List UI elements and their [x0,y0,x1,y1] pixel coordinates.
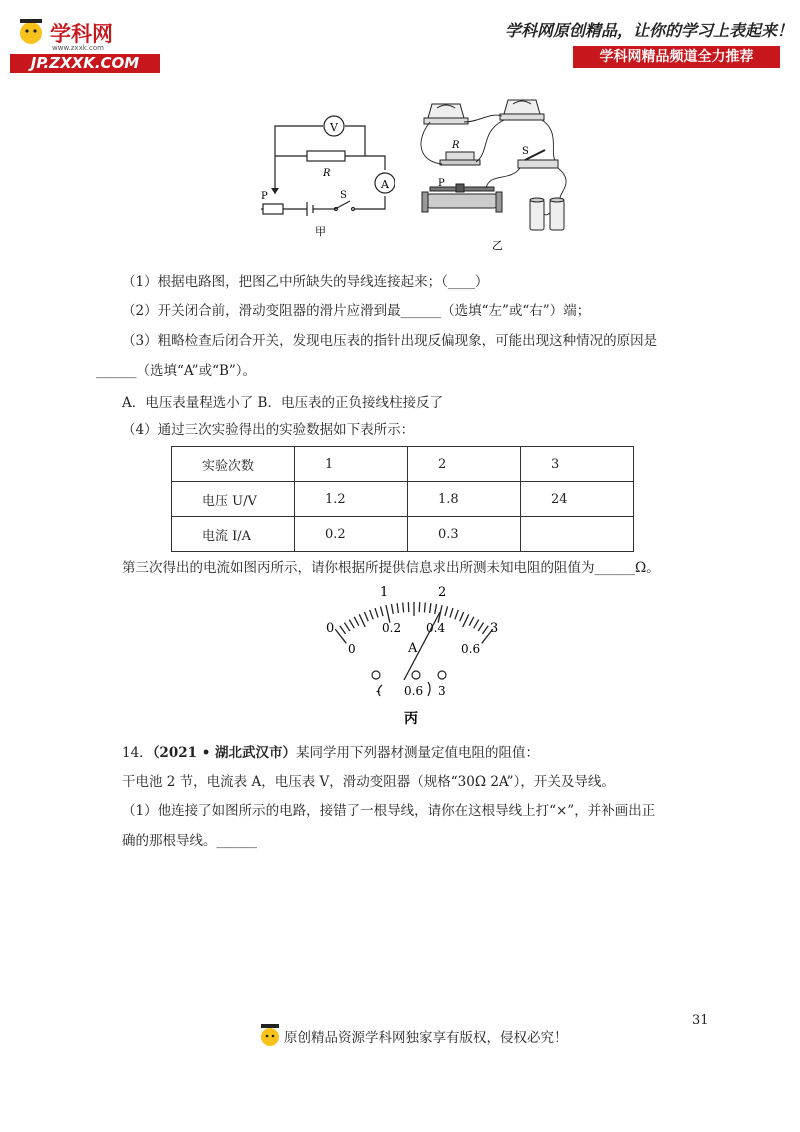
rheostat-device [426,194,498,208]
top-scale-1: 1 [380,585,389,600]
scale-tick [370,610,373,619]
q14-part1-line1: （1）他连接了如图所示的电路，接错了一根导线，请你在这根导线上打“×”，并补画出正 [122,803,656,819]
caption-yi: 乙 [492,239,503,252]
bottom-scale-1: 0.2 [382,621,402,635]
table-cell: 电压 U/V [172,482,295,517]
bottom-scale-3: 0.6 [461,642,481,656]
scale-tick [397,603,398,613]
scale-tick [391,604,393,614]
table-cell: 1 [295,447,408,482]
data-table [171,446,634,552]
question-part-3-line1: （3）粗略检查后闭合开关，发现电压表的指针出现反偏现象，可能出现这种情况的原因是 [122,333,658,349]
question-part-3-line2: ______（选填“A”或“B”）。 [96,363,257,379]
scale-tick [424,603,425,613]
header-slogan: 学科网原创精品，让你的学习上表起来！ [505,21,794,40]
table-cell: 0.2 [295,517,408,552]
voltmeter-device [504,100,540,114]
logo-url: JP.ZXXK.COM [10,54,160,73]
caption-jia: 甲 [315,225,326,238]
q14-number: 14． [122,745,153,761]
top-scale-3: 3 [490,621,499,636]
scale-tick [340,626,346,634]
scale-tick [455,610,458,619]
mascot-icon [16,16,46,46]
resistor-label: R [323,168,331,179]
scale-tick [403,603,404,613]
question-part-2: （2）开关闭合前，滑动变阻器的滑片应滑到最______（选填“左”或“右”）端； [122,303,591,319]
scale-tick [460,612,464,621]
circuit-diagram-yi [410,92,590,252]
q14-source: （2021 • 湖北武汉市） [152,745,297,761]
scale-tick [469,617,474,626]
table-row [172,482,634,517]
table-cell: 实验次数 [172,447,295,482]
rheostat-label: P [261,191,268,202]
scale-tick [380,606,383,616]
table-row [172,517,634,552]
q14-part1-line2: 确的那根导线。______ [122,833,257,849]
ammeter-label: A [381,178,389,191]
circuit-diagram-jia [255,108,395,238]
resistor-label-yi: R [452,140,460,151]
table-cell: 1.8 [408,482,521,517]
resistor-device [446,152,474,160]
table-cell: 2 [408,447,521,482]
scale-tick [354,617,359,626]
switch-label: S [340,190,347,201]
page-number: 31 [692,1013,709,1028]
terminal-label-negative: - [376,684,381,698]
scale-tick [335,629,346,643]
switch-label-yi: S [522,146,529,157]
terminal-3 [438,671,446,679]
scale-tick [349,620,354,629]
ammeter-dial-bing [318,580,518,730]
logo-cn: 学科网 [50,22,113,46]
table-cell: 电流 I/A [172,517,295,552]
terminal-0.6 [412,671,420,679]
top-scale-2: 2 [438,585,447,600]
mascot-footer-icon [259,1020,281,1050]
question-part-4-after: 第三次得出的电流如图丙所示，请你根据所提供信息求出所测未知电阻的阻值为______Ω。 [122,560,660,576]
q14-stem: 某同学用下列器材测量定值电阻的阻值： [296,745,540,761]
table-cell: 1.2 [295,482,408,517]
caption-bing: 丙 [404,711,418,727]
terminal-label-3: 3 [438,684,446,698]
question-part-1: （1）根据电路图，把图乙中所缺失的导线连接起来；（____） [122,274,489,290]
scale-tick [445,606,448,616]
bottom-scale-2: 0.4 [426,621,446,635]
rheostat-label-yi: P [438,178,445,189]
bottom-scale-0: 0 [348,642,356,656]
table-cell: 0.3 [408,517,521,552]
battery-left [530,200,544,230]
terminal-negative [372,671,380,679]
scale-tick [375,608,378,618]
ammeter-device [428,104,464,118]
terminal-label-0.6: 0.6 [404,684,424,698]
scale-tick [450,608,453,618]
scale-tick [482,626,488,634]
q14-header [122,743,800,763]
meter-unit: A [408,641,418,656]
logo-small-url: www.zxxk.com [52,44,104,52]
table-cell: 24 [521,482,634,517]
scale-tick [478,623,483,631]
question-part-3-options: A．电压表量程选小了 B．电压表的正负接线柱接反了 [122,395,443,411]
table-row [172,447,634,482]
table-cell: 3 [521,447,634,482]
scale-tick [463,614,469,627]
switch-device [518,160,558,168]
scale-tick [364,612,368,621]
copyright-notice: 原创精品资源学科网独家享有版权，侵权必究！ [284,1030,568,1046]
scale-tick [359,614,365,627]
scale-tick [474,620,479,629]
top-scale-0: 0 [326,621,335,636]
question-part-4: （4）通过三次实验得出的实验数据如下表所示： [122,422,415,438]
battery-right [550,200,564,230]
scale-tick [430,603,431,613]
header-channel: 学科网精品频道全力推荐 [573,46,780,68]
site-logo [10,14,160,74]
scale-tick [435,604,437,614]
table-cell [521,517,634,552]
voltmeter-label: V [330,121,338,134]
q14-materials: 干电池 2 节，电流表 A，电压表 V，滑动变阻器（规格“30Ω 2A”），开关及导线。 [122,774,615,790]
scale-tick [344,623,349,631]
